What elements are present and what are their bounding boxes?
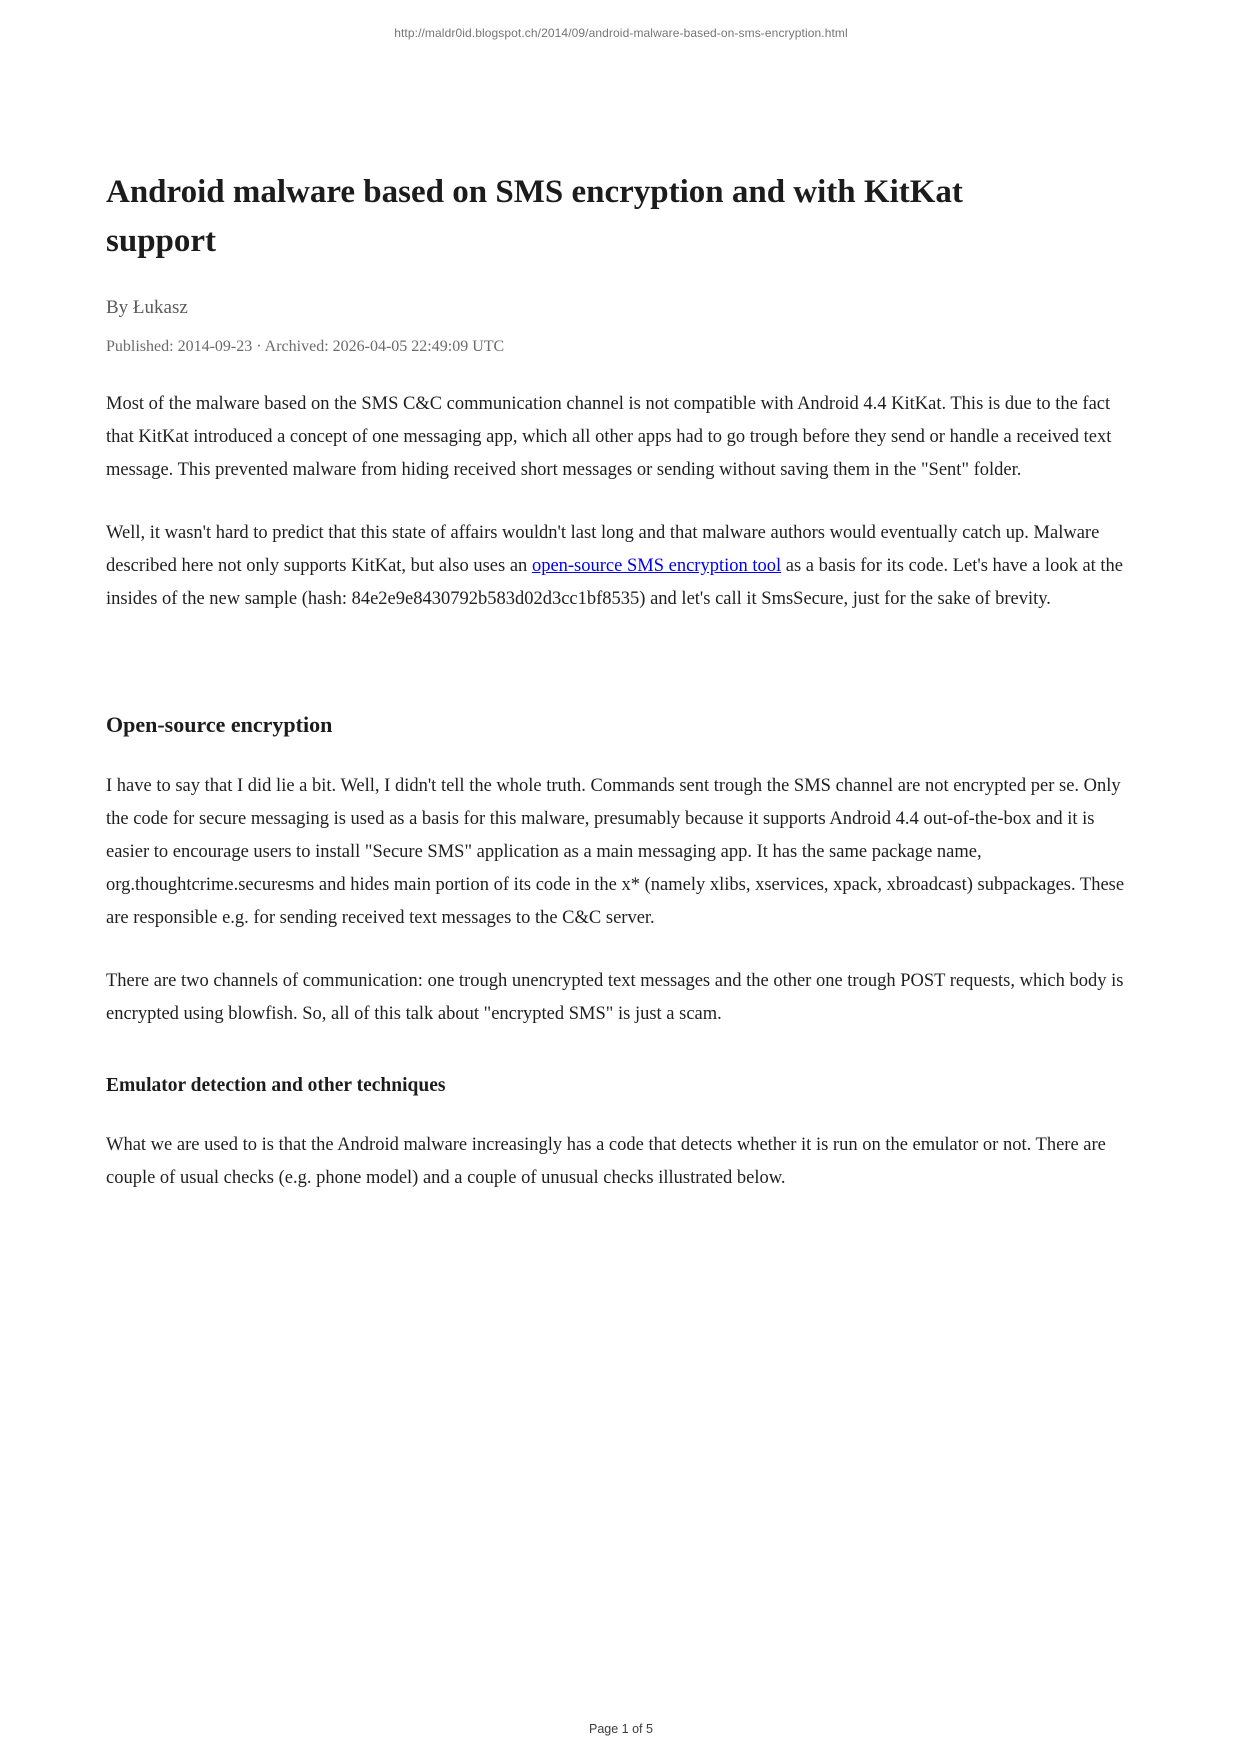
paragraph-catchup-text-after: as a basis for its code. Let's have a look at the insides of the new sample (hash: 84e2e9e8430792b583d02d3cc1bf8535) and let's call it SmsSecure, just for the sake of brevity.: [106, 556, 1124, 609]
paragraph-catchup-text-before: Well, it wasn't hard to predict that this state of affairs wouldn't last long and that malware authors would eventually catch up. Malware described here not only supports KitKat, but also uses an: [106, 523, 1100, 576]
paragraph-intro: Most of the malware based on the SMS C&C communication channel is not compatible with Android 4.4 KitKat. This is due to the fact that KitKat introduced a concept of one messaging app, which all other apps had to go trough before they send or handle a received text message. This prevented malware from hiding received short messages or sending without saving them in the "Sent" folder.: [106, 394, 1112, 480]
print-header: [0, 0, 1242, 40]
article-body: [106, 168, 1136, 1195]
paragraph-emulator-detection: What we are used to is that the Android malware increasingly has a code that detects whether it is run on the emulator or not. There are couple of usual checks (e.g. phone model) and a couple of unusual checks illustrated below.: [106, 1135, 1106, 1188]
article-title: Android malware based on SMS encryption and with KitKat support: [106, 174, 963, 259]
print-footer: [0, 1722, 1242, 1736]
publish-archive-meta: Published: 2014-09-23 · Archived: 2026-04-05 22:49:09 UTC: [106, 338, 505, 355]
section-heading-open-source-encryption: Open-source encryption: [106, 712, 333, 737]
page-number: Page 1 of 5: [589, 1722, 653, 1736]
source-url: http://maldr0id.blogspot.ch/2014/09/android-malware-based-on-sms-encryption.html: [394, 26, 848, 40]
byline: By Łukasz: [106, 297, 188, 318]
section-heading-emulator-detection: Emulator detection and other techniques: [106, 1075, 446, 1096]
open-source-sms-encryption-tool-link[interactable]: open-source SMS encryption tool: [531, 556, 782, 576]
paragraph-open-source-details: I have to say that I did lie a bit. Well, I didn't tell the whole truth. Commands sent trough the SMS channel are not encrypted per se. Only the code for secure messaging is used as a basis for this malware, presumably because it supports Android 4.4 out-of-the-box and it is easier to encourage users to install "Secure SMS" application as a main messaging app. It has the same package name, org.thoughtcrime.securesms and hides main portion of its code in the x* (namely xlibs, xservices, xpack, xbroadcast) subpackages. These are responsible e.g. for sending received text messages to the C&C server.: [106, 776, 1125, 928]
paragraph-catchup: [106, 517, 1136, 616]
paragraph-communication-channels: There are two channels of communication: one trough unencrypted text messages and the other one trough POST requests, which body is encrypted using blowfish. So, all of this talk about "encrypted SMS" is just a scam.: [106, 971, 1124, 1024]
